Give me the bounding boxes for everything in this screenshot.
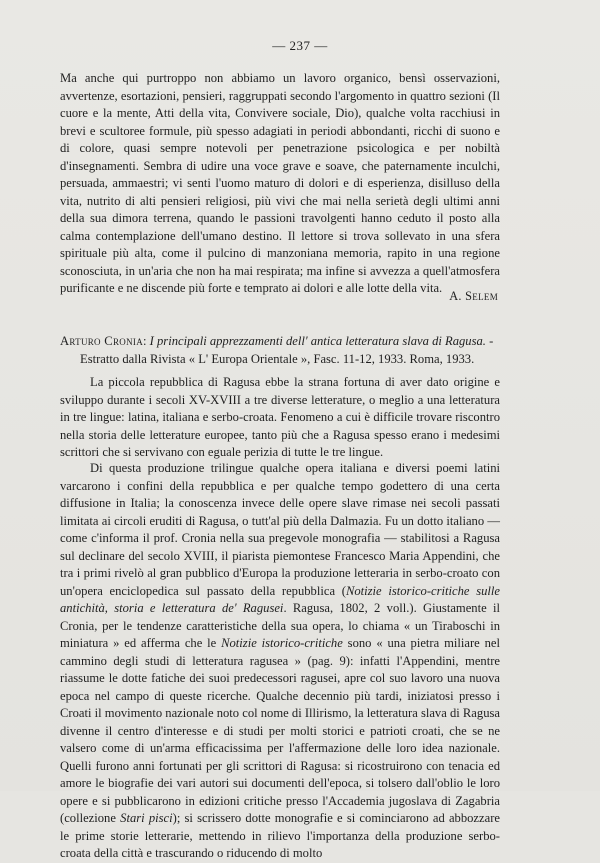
review-signature: A. Selem bbox=[449, 289, 498, 303]
text-segment: sono « una pietra miliare nel cammino degli studi di letteratura ragusea » (pag. 9): infatti l'Appendini, mentre riassume le dotte fatiche dei suoi predecessori ragusei, apre col suo lavoro una nuova epoca nel campo di queste ricerche. Qualche decennio più tardi, iniziatosi presso i Croati il movimento nazionale noto col nome di Illirismo, la letteratura slava di Ragusa divenne il centro d'interesse e di studi per molti storici e patrioti croati, che se ne valsero come di un'arma efficacissima per l'affermazione delle loro idea nazionale. Quelli furono anni fortunati per gli scrittori di Ragusa: si ricostruirono con tenacia ed amore le biografie dei vari autori sui documenti dell'epoca, si tolsero dall'oblio le loro opere e si pubblicarono in edizioni critiche presso l'Accademia jugoslava di Zagabria (collezione bbox=[60, 636, 500, 825]
reviewed-author: Arturo Cronia bbox=[60, 334, 144, 348]
body-paragraph-2 bbox=[60, 460, 500, 863]
text-segment: Di questa produzione trilingue qualche opera italiana e diversi poemi latini varcarono i confini della repubblica e per qualche tempo godettero di una certa diffusione in Italia; la conoscenza invece delle opere slave rimase nei secoli passati limitata ai circoli eruditi di Ragusa, o tutt'al più della Dalmazia. Fu un dotto italiano — come c'informa il prof. Cronia nella sua pregevole monografia — stabilitosi a Ragusa sul declinare del secolo XVIII, il piarista piemontese Francesco Maria Appendini, che tra i primi rivelò al gran pubblico d'Europa la produzione letteraria in serbo-croato con un'opera enciclopedica sul passato della repubblica ( bbox=[60, 461, 500, 598]
reviewed-title: I principali apprezzamenti dell' antica letteratura slava di Ragusa. bbox=[149, 334, 486, 348]
heading-colon: : bbox=[143, 334, 150, 348]
body-paragraph-1: La piccola repubblica di Ragusa ebbe la strana fortuna di aver dato origine e sviluppo durante i secoli XV-XVIII a tre diverse letterature, o meglio a una letteratura in tre lingue: latina, italiana e serbo-croata. Fenomeno a cui è difficile trovare riscontro nella storia delle letterature europee, tanto più che a Ragusa spesso erano i medesimi scrittori che si servivano con eguale perizia di tutte le tre lingue. bbox=[60, 375, 500, 459]
italic-work-title: Notizie istorico-critiche sulle antichità, storia e letteratura de' Ragusei bbox=[60, 583, 500, 615]
publication-details: Estratto dalla Rivista « L' Europa Orientale », Fasc. 11-12, 1933. Roma, 1933. bbox=[80, 352, 475, 366]
review-heading bbox=[60, 332, 500, 368]
italic-collection-title: Stari pisci bbox=[120, 811, 173, 825]
heading-dash: - bbox=[485, 334, 494, 348]
italic-work-title: Notizie istorico-critiche bbox=[221, 636, 343, 650]
text-segment: . Ragusa, 1802, 2 voll.). Giustamente il Cronia, per le tendenze caratteristiche della sua opera, lo chiama « un Tiraboschi in miniatura » ed afferma che le bbox=[60, 601, 500, 650]
review-text-paragraph: Ma anche qui purtroppo non abbiamo un lavoro organico, bensì osservazioni, avvertenze, esortazioni, pensieri, raggruppati secondo l'argomento in quattro sezioni (Il cuore e la mente, Atti della vita, Convivere sociale, Dio), qualche volta racchiusi in brevi e scultoree formule, più spesso adagiati in periodi abbondanti, ricchi di suono e di colore, quasi sempre notevoli per penetrazione psicologica e per nobiltà d'insegnamenti. Sembra di udire una voce grave e soave, che paternamente inculchi, persuada, ammaestri; vi senti l'uomo maturo di dolori e di esperienza, disilluso della vita, nutrito di alti pensieri religiosi, più vivi che mai nella serietà degli ultimi anni della sua dimora terrena, quando le passioni travolgenti hanno ceduto il posto alla calma contemplazione dell'umano destino. Il lettore si trova sollevato in una sfera spirituale più alta, come il pulcino di manzoniana memoria, rapito in una regione sconosciuta, in un'aria che non ha mai respirata; ma infine si avvezza a quell'atmosfera purificante e ne discende più forte e temprato ai dolori e alle lotte della vita. bbox=[60, 71, 500, 295]
page-number: — 237 — bbox=[272, 38, 328, 53]
text-segment: ); si scrissero dotte monografie e si cominciarono ad abbozzare le prime storie letterarie, mettendo in rilievo l'importanza della produzione serbo-croata della città e trascurando o riducendo di molto bbox=[60, 811, 500, 860]
